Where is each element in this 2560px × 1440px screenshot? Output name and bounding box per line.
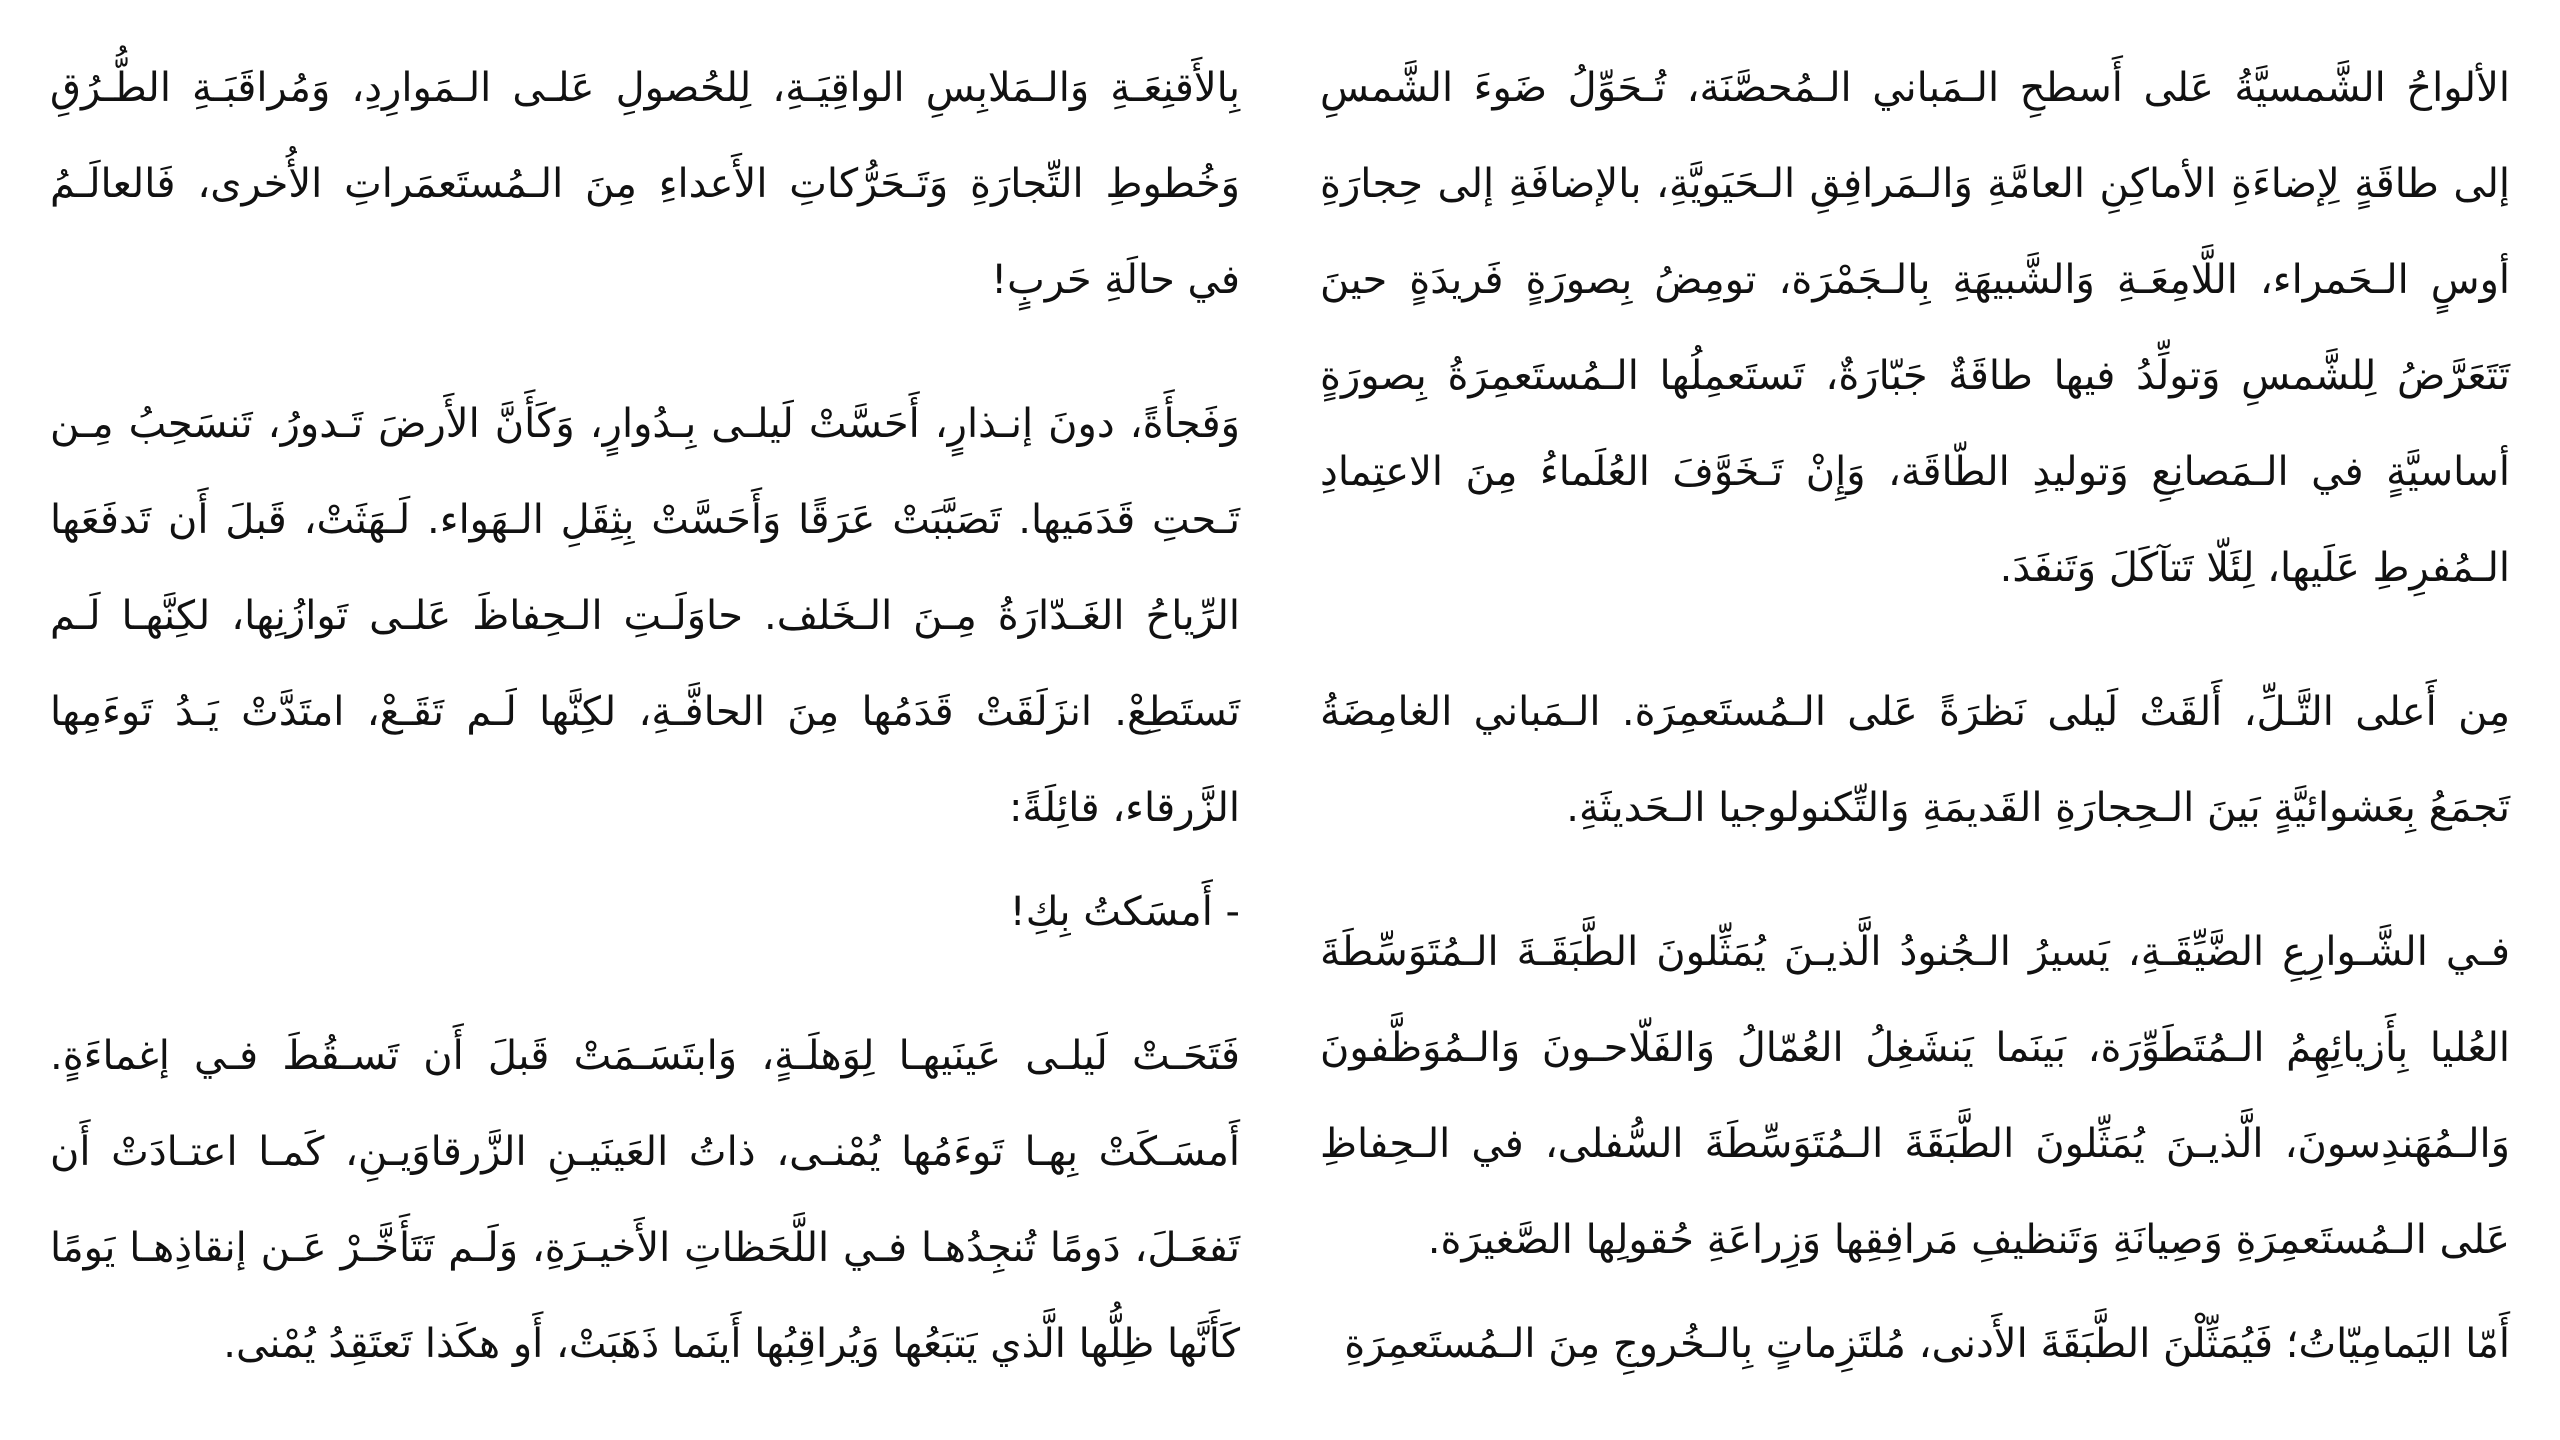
paragraph-faint-and-rescue: فَتَحَـتْ لَيلـى عَينَيهـا لِوَهلَـةٍ، وَابتَسَـمَتْ قَبلَ أَن تَسـقُطَ فـي إغماءَةٍ. أَمسَـكَتْ بِهـا تَوءَمُها يُمْنـى، ذاتُ العَينَيـنِ الزَّرقاوَيـنِ، كَمـا اعتـادَتْ أَن تَفعَـلَ، دَومًا تُنجِدُهـا فـي اللَّحَظاتِ الأَخيـرَةِ، وَلَـم تَتَأَخَّـرْ عَـن إنقاذِهـا يَومًا كَأَنَّها ظِلُّها الَّذي يَتبَعُها وَيُراقِبُها أَينَما ذَهَبَتْ، أَو هكَذا تَعتَقِدُ يُمْنى.: [50, 1033, 1240, 1367]
document-spread: [0, 40, 2560, 1400]
paragraph-hilltop-view: مِن أَعلى التَّـلِّ، أَلقَتْ لَيلى نَظرَةً عَلى الـمُستَعمِرَة. الـمَباني الغامِضَةُ تَجمَعُ بِعَشوائيَّةٍ بَينَ الـحِجارَةِ القَديمَةِ وَالتِّكنولوجيا الـحَديثَةِ.: [1320, 689, 2510, 831]
dialogue-line: - أَمسَكتُ بِكِ!: [1009, 889, 1240, 935]
right-column: [1320, 40, 2510, 1400]
left-column: [50, 40, 1240, 1400]
paragraph-solar-panels: الألواحُ الشَّمسيَّةُ عَلى أَسطحِ الـمَباني الـمُحصَّنَة، تُـحَوِّلُ ضَوءَ الشَّمسِ إلى طاقَةٍ لِإضاءَةِ الأماكِنِ العامَّةِ وَالـمَرافِقِ الـحَيَويَّةِ، بالإضافَةِ إلى حِجارَةِ أوسٍ الـحَمراء، اللَّامِعَـةِ وَالشَّبيهَةِ بِالـجَمْرَة، تومِضُ بِصورَةٍ فَريدَةٍ حينَ تَتَعَرَّضُ لِلشَّمسِ وَتولِّدُ فيها طاقَةٌ جَبّارَةٌ، تَستَعمِلُها الـمُستَعمِرَةُ بِصورَةٍ أساسيَّةٍ في الـمَصانِعِ وَتوليدِ الطّاقَة، وَإِنْ تَـخَوَّفَ العُلَماءُ مِنَ الاعتِمادِ الـمُفرِطِ عَلَيها، لِئَلّا تَتآكَلَ وَتَنفَدَ.: [1320, 65, 2510, 591]
paragraph-masks-and-war: بِالأَقنِعَـةِ وَالـمَلابِسِ الواقِيَـةِ، لِلحُصولِ عَلـى الـمَوارِدِ، وَمُراقَبَـةِ الطُّـرُقِ وَخُطوطِ التِّجارَةِ وَتَـحَرُّكاتِ الأَعداءِ مِنَ الـمُستَعمَراتِ الأُخرى، فَالعالَـمُ في حالَةِ حَربٍ!: [50, 65, 1240, 303]
paragraph-yamamiyat: أَمّا اليَمامِيّاتُ؛ فَيُمَثِّلْنَ الطَّبَقَةَ الأَدنى، مُلتَزِماتٍ بِالـخُروجِ مِنَ الـمُستَعمِرَةِ: [1344, 1321, 2510, 1367]
paragraph-dizziness: وَفَجأَةً، دونَ إنـذارٍ، أَحَسَّتْ لَيلـى بِـدُوارٍ، وَكَأَنَّ الأَرضَ تَـدورُ، تَنسَحِبُ مِـن تَـحتِ قَدَمَيها. تَصَبَّبَتْ عَرَقًا وَأَحَسَّتْ بِثِقَلِ الـهَواء. لَـهَثَتْ، قَبلَ أَن تَدفَعَها الرِّياحُ الغَـدّارَةُ مِـنَ الـخَلف. حاوَلَـتِ الـحِفاظَ عَلـى تَوازُنِها، لكِنَّهـا لَـم تَستَطِعْ. انزَلَقَتْ قَدَمُها مِنَ الحافَّـةِ، لكِنَّها لَـم تَقَـعْ، امتَدَّتْ يَـدُ تَوءَمِها الزَّرقاء، قائِلَةً:: [50, 401, 1240, 831]
paragraph-narrow-streets: فـي الشَّـوارِعِ الضَّيِّقَـةِ، يَسيرُ الـجُنودُ الَّذيـنَ يُمَثِّلونَ الطَّبَقَـةَ الـمُتَوَسِّطَةَ العُليا بِأَزيائِهِمُ الـمُتَطَوِّرَة، بَينَما يَنشَغِلُ العُمّالُ وَالفَلّاحـونَ وَالـمُوَظَّفونَ وَالـمُهَندِسونَ، الَّذيـنَ يُمَثِّلونَ الطَّبَقَةَ الـمُتَوَسِّطَةَ السُّفلى، في الـحِفاظِ عَلى الـمُستَعمِرَةِ وَصِيانَةِ وَتَنظيفِ مَرافِقِها وَزِراعَةِ حُقولِها الصَّغيرَة.: [1320, 929, 2510, 1263]
